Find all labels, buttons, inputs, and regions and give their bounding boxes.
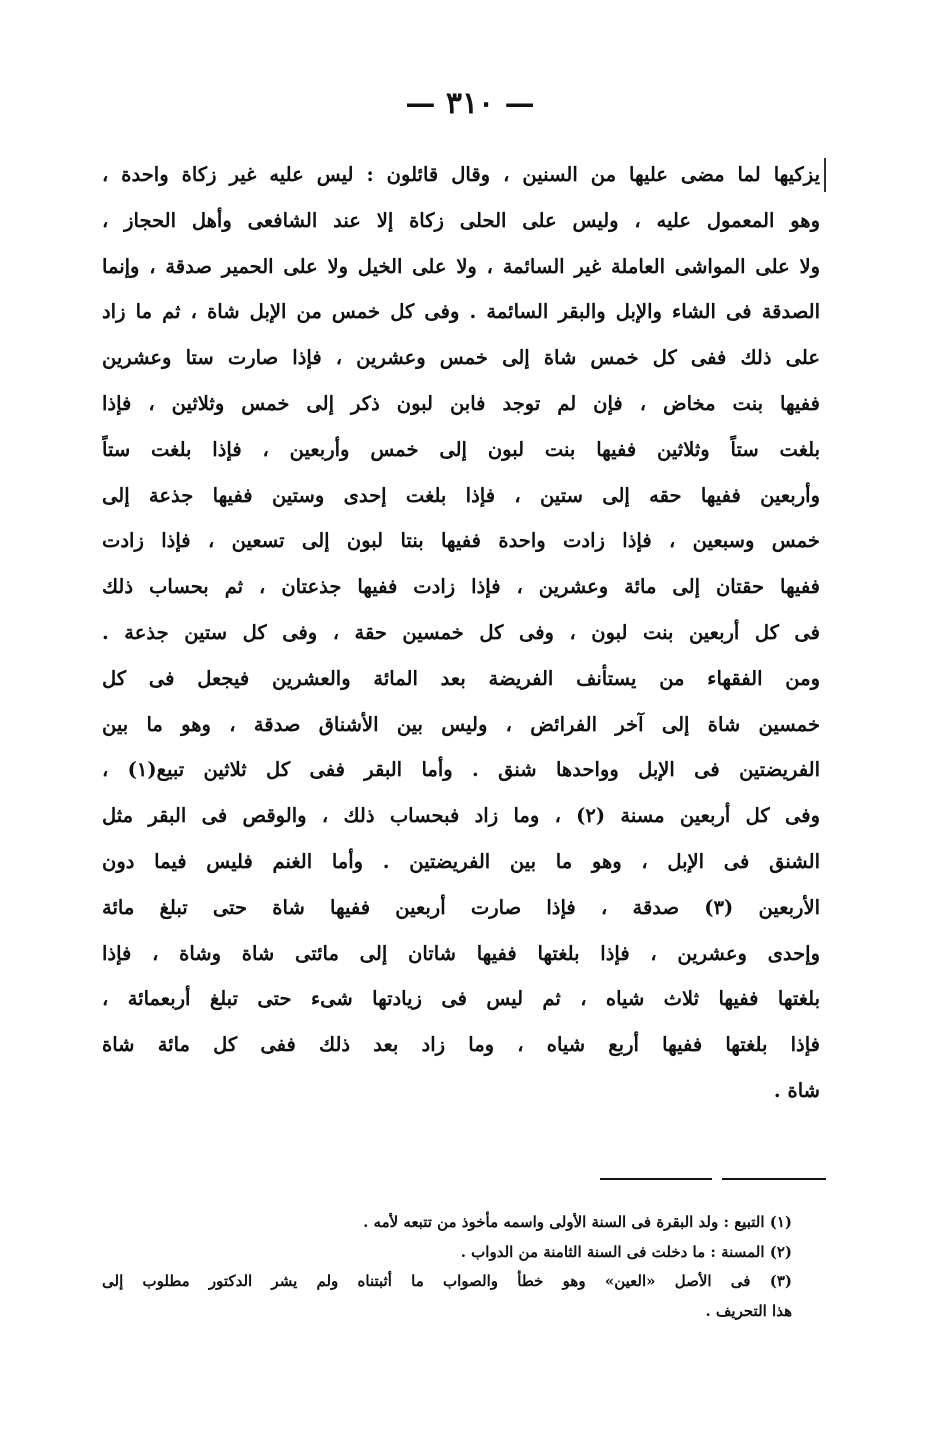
text-line: ففيها بنت مخاض ، فإن لم توجد فابن لبون ذكر إلى خمس وثلاثين ، فإذا bbox=[102, 391, 820, 415]
text-line: الصدقة فى الشاء والإبل والبقر السائمة . وفى كل خمس من الإبل شاة ، ثم ما زاد bbox=[102, 300, 820, 324]
text-line: الأربعين (٣) صدقة ، فإذا صارت أربعين ففيها شاة حتى تبلغ مائة bbox=[102, 895, 820, 919]
text-line: فإذا بلغتها ففيها أربع شياه ، وما زاد بعد ذلك ففى كل مائة شاة bbox=[102, 1033, 820, 1057]
text-line: وأربعين ففيها حقه إلى ستين ، فإذا بلغت إحدى وستين ففيها جذعة إلى bbox=[102, 483, 820, 507]
text-line: الفريضتين فى الإبل وواحدها شنق . وأما البقر ففى كل ثلاثين تبيع(١) ، bbox=[102, 758, 820, 782]
footnote-item: (٢) المسنة : ما دخلت فى السنة الثامنة من الدواب . bbox=[460, 1242, 792, 1261]
footnote-item: (٣) فى الأصل «العين» وهو خطأ والصواب ما أثبتناه ولم يشر الدكتور مطلوب إلى bbox=[102, 1272, 792, 1290]
text-line: بلغتها ففيها ثلاث شياه ، ثم ليس فى زيادتها شىء حتى تبلغ أربعمائة ، bbox=[102, 987, 820, 1011]
margin-mark bbox=[824, 158, 826, 192]
text-line: ففيها حقتان إلى مائة وعشرين ، فإذا زادت ففيها جذعتان ، ثم بحساب ذلك bbox=[102, 575, 820, 599]
text-line: وهو المعمول عليه ، وليس على الحلى زكاة إلا عند الشافعى وأهل الحجاز ، bbox=[102, 208, 820, 232]
footnote-continuation: هذا التحريف . bbox=[705, 1301, 792, 1320]
text-line: ومن الفقهاء من يستأنف الفريضة بعد المائة والعشرين فيجعل فى كل bbox=[102, 666, 820, 690]
text-line: بلغت ستاً وثلاثين ففيها بنت لبون إلى خمس وأربعين ، فإذا بلغت ستاً bbox=[102, 437, 820, 461]
text-line: خمس وسبعين ، فإذا زادت واحدة ففيها بنتا لبون إلى تسعين ، فإذا زادت bbox=[102, 529, 820, 553]
page-number: — ٣١٠ — bbox=[405, 86, 535, 121]
text-line: وإحدى وعشرين ، فإذا بلغتها ففيها شاتان إلى مائتى شاة وشاة ، فإذا bbox=[102, 941, 820, 965]
text-line: يزكيها لما مضى عليها من السنين ، وقال قائلون : ليس عليه غير زكاة واحدة ، bbox=[102, 163, 820, 186]
separator-gap bbox=[712, 1177, 722, 1181]
text-line: شاة . bbox=[773, 1078, 820, 1102]
text-line: وفى كل أربعين مسنة (٢) ، وما زاد فبحساب ذلك ، والوقص فى البقر مثل bbox=[102, 804, 820, 828]
text-line: على ذلك ففى كل خمس شاة إلى خمس وعشرين ، فإذا صارت ستا وعشرين bbox=[102, 346, 820, 370]
main-text-block bbox=[102, 152, 820, 1114]
footnote-separator bbox=[600, 1178, 826, 1180]
text-line: خمسين شاة إلى آخر الفرائض ، وليس بين الأشناق صدقة ، وهو ما بين bbox=[102, 712, 820, 736]
footnote-item: (١) التبيع : ولد البقرة فى السنة الأولى واسمه مأخوذ من تتبعه لأمه . bbox=[363, 1213, 792, 1231]
text-line: الشنق فى الإبل ، وهو ما بين الفريضتين . وأما الغنم فليس فيما دون bbox=[102, 849, 820, 873]
text-line: ولا على المواشى العاملة غير السائمة ، ولا على الخيل ولا على الحمير صدقة ، وإنما bbox=[102, 254, 820, 278]
text-line: فى كل أربعين بنت لبون ، وفى كل خمسين حقة ، وفى كل ستين جذعة . bbox=[102, 620, 820, 644]
footnotes-block bbox=[102, 1208, 792, 1326]
